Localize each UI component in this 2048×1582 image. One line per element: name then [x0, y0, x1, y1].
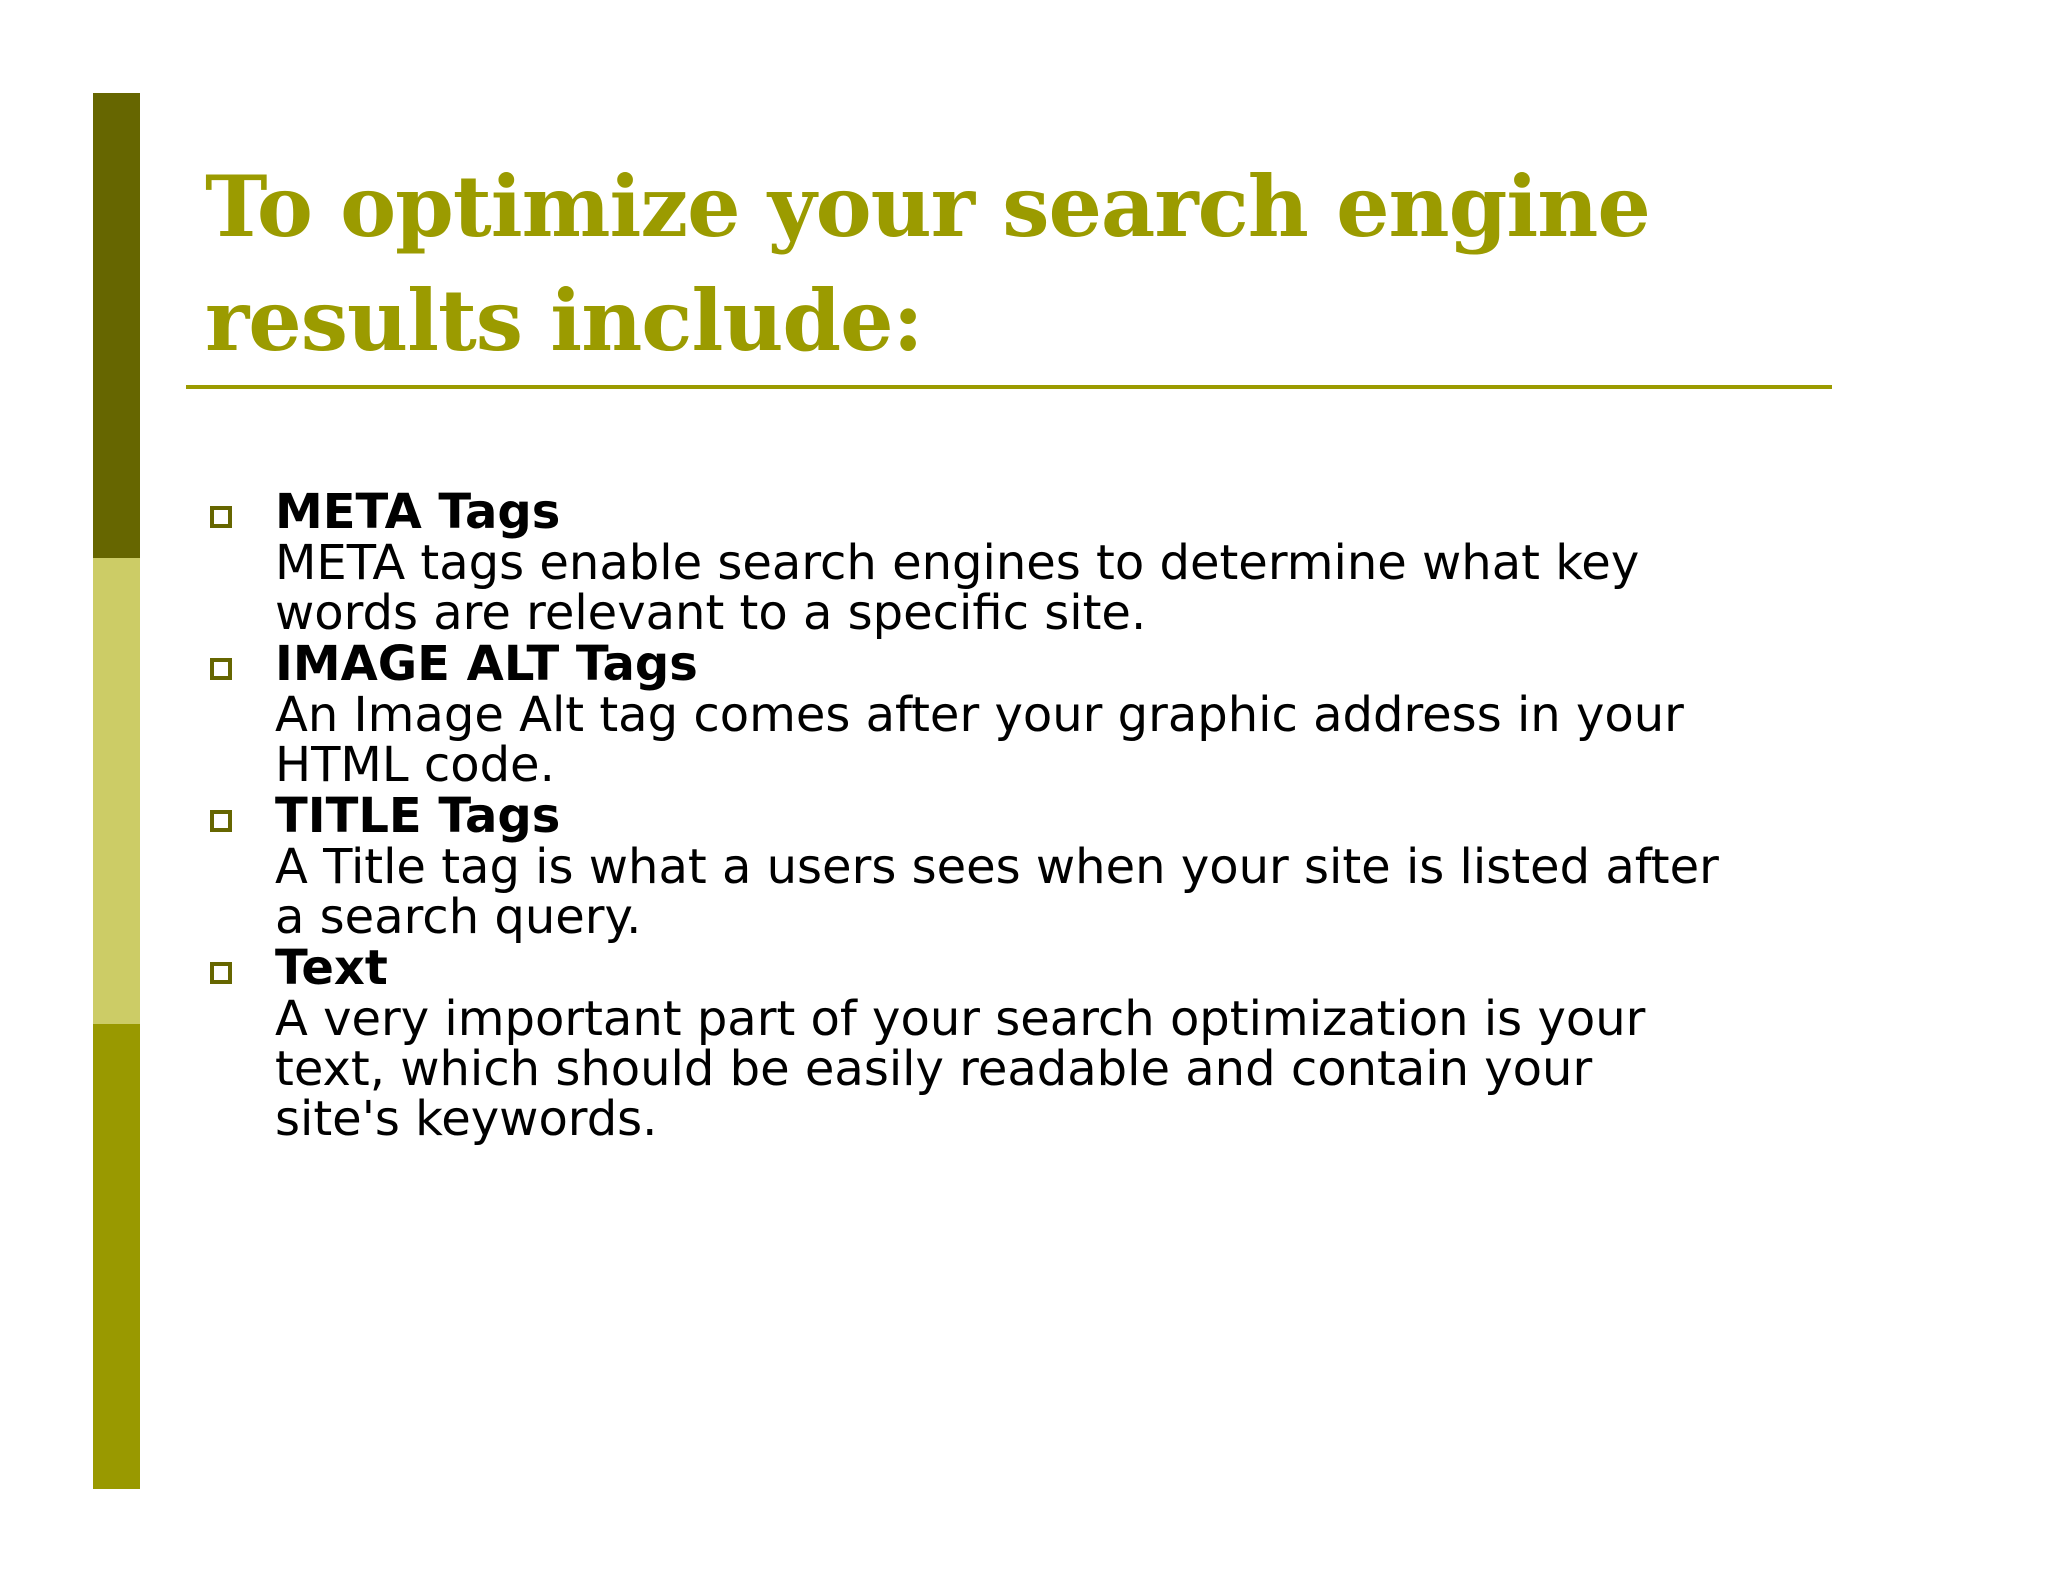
- hollow-square-icon: [210, 506, 232, 528]
- accent-bar: [93, 93, 140, 1489]
- bullet-heading: META Tags: [275, 484, 561, 540]
- bullet-body: An Image Alt tag comes after your graphic address in your HTML code.: [275, 687, 1684, 793]
- slide-title: To optimize your search engine results include:: [205, 157, 1650, 370]
- hollow-square-icon: [210, 962, 232, 984]
- bullet-item-title-tags: [205, 788, 1905, 945]
- hollow-square-icon: [210, 810, 232, 832]
- bullet-item-image-alt-tags: [205, 636, 1905, 793]
- bullet-item-meta-tags: [205, 484, 1905, 641]
- bullet-body: META tags enable search engines to determine what key words are relevant to a specific site.: [275, 535, 1640, 641]
- hollow-square-icon: [210, 658, 232, 680]
- bullet-item-text: [205, 940, 1905, 1147]
- bullet-body: A very important part of your search optimization is your text, which should be easily readable and contain your site's keywords.: [275, 991, 1646, 1147]
- accent-bar-middle-segment: [93, 558, 140, 1024]
- bullet-heading: TITLE Tags: [275, 788, 561, 844]
- bullet-body: A Title tag is what a users sees when your site is listed after a search query.: [275, 839, 1719, 945]
- bullet-heading: IMAGE ALT Tags: [275, 636, 698, 692]
- bullet-heading: Text: [275, 940, 388, 996]
- bullet-list: [205, 484, 1905, 1147]
- accent-bar-bottom-segment: [93, 1024, 140, 1489]
- title-underline-rule: [186, 385, 1832, 389]
- accent-bar-top-segment: [93, 93, 140, 558]
